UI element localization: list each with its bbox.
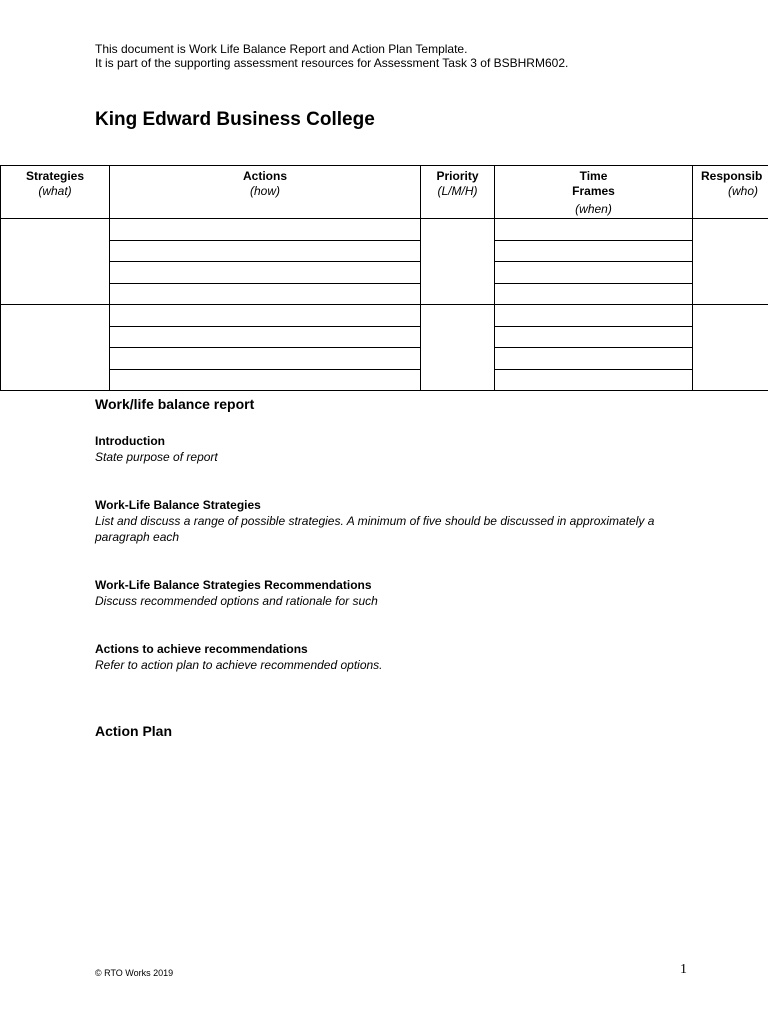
report-heading-block [95, 396, 695, 412]
strategy-cell[interactable] [1, 305, 110, 391]
header-priority-label: Priority [436, 169, 479, 183]
priority-cell[interactable] [421, 305, 495, 391]
responsibility-cell[interactable] [693, 219, 768, 305]
action-cell[interactable] [110, 305, 421, 327]
time-frame-cell[interactable] [495, 283, 693, 305]
header-time-label-1: Time [579, 169, 608, 183]
section-strategies [95, 497, 695, 545]
action-plan-heading-block [95, 723, 695, 739]
time-frame-cell[interactable] [495, 348, 693, 370]
time-frame-cell[interactable] [495, 262, 693, 284]
time-frame-cell[interactable] [495, 219, 693, 241]
time-frame-cell[interactable] [495, 326, 693, 348]
table-row [1, 240, 768, 262]
header-time-label-2: Frames [572, 184, 615, 198]
header-actions-label: Actions [242, 169, 287, 183]
action-cell[interactable] [110, 219, 421, 241]
section-body: Refer to action plan to achieve recommended options. [95, 658, 383, 672]
time-frame-cell[interactable] [495, 369, 693, 391]
table-row [1, 262, 768, 284]
header-responsibility-sub: (who) [728, 184, 759, 198]
header-strategies [1, 166, 110, 219]
action-cell[interactable] [110, 283, 421, 305]
section-body: List and discuss a range of possible strategies. A minimum of five should be discussed in approximately a paragraph each [95, 514, 655, 544]
header-responsibility-label: Responsib [701, 169, 763, 183]
action-cell[interactable] [110, 240, 421, 262]
document-title: King Edward Business College [95, 109, 375, 130]
section-body: Discuss recommended options and rationale for such [95, 594, 378, 608]
action-cell[interactable] [110, 326, 421, 348]
table-row [1, 326, 768, 348]
strategy-cell[interactable] [1, 219, 110, 305]
table-row [1, 305, 768, 327]
table-row [1, 219, 768, 241]
action-cell[interactable] [110, 348, 421, 370]
time-frame-cell[interactable] [495, 305, 693, 327]
section-title: Actions to achieve recommendations [95, 642, 308, 656]
footer-copyright: © RTO Works 2019 [95, 968, 174, 978]
priority-cell[interactable] [421, 219, 495, 305]
action-cell[interactable] [110, 262, 421, 284]
header-strategies-label: Strategies [25, 169, 85, 183]
header-priority [421, 166, 495, 219]
header-time-frames [495, 166, 693, 219]
time-frame-cell[interactable] [495, 240, 693, 262]
section-introduction [95, 433, 695, 465]
action-plan-table [0, 165, 768, 391]
section-title: Introduction [95, 434, 165, 448]
table-row [1, 283, 768, 305]
header-responsibility [693, 166, 768, 219]
report-heading: Work/life balance report [95, 396, 255, 412]
page-number: 1 [680, 962, 687, 977]
section-title: Work-Life Balance Strategies [95, 498, 261, 512]
action-plan-heading: Action Plan [95, 723, 173, 739]
table-header-row [1, 166, 768, 219]
document-intro [95, 42, 568, 70]
section-body: State purpose of report [95, 450, 218, 464]
action-cell[interactable] [110, 369, 421, 391]
responsibility-cell[interactable] [693, 305, 768, 391]
header-actions [110, 166, 421, 219]
header-priority-sub: (L/M/H) [437, 184, 478, 198]
section-title: Work-Life Balance Strategies Recommendations [95, 578, 372, 592]
table-row [1, 369, 768, 391]
header-time-sub: (when) [575, 202, 612, 216]
section-actions [95, 641, 695, 673]
intro-line-1: This document is Work Life Balance Report and Action Plan Template. [95, 42, 468, 56]
table-row [1, 348, 768, 370]
intro-line-2: It is part of the supporting assessment resources for Assessment Task 3 of BSBHRM602. [95, 56, 569, 70]
header-strategies-sub: (what) [38, 184, 72, 198]
header-actions-sub: (how) [249, 184, 280, 198]
section-recommendations [95, 577, 695, 609]
